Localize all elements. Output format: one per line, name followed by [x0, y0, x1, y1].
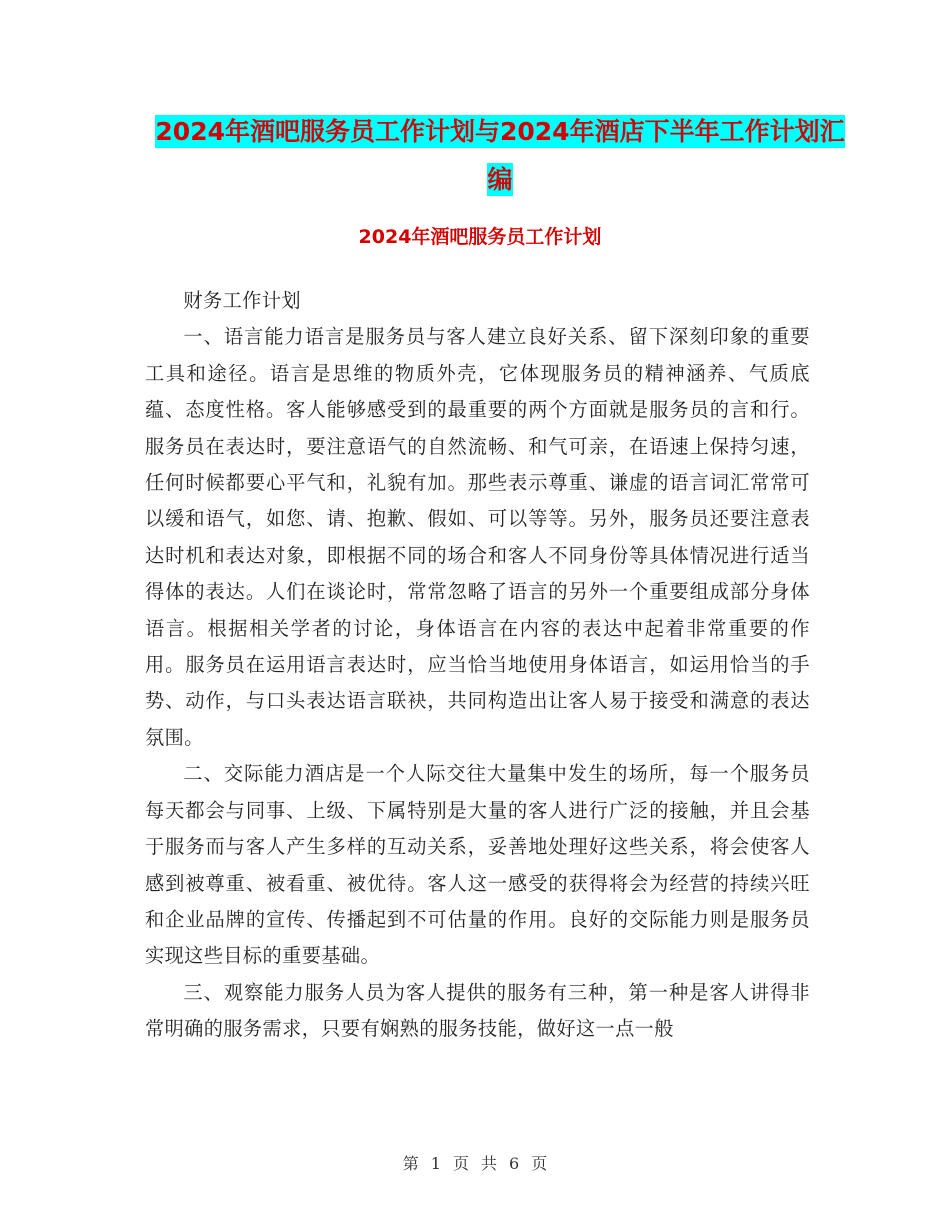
footer-page-word: 页 [452, 1154, 469, 1173]
footer-suffix: 页 [531, 1154, 548, 1173]
document-body [145, 283, 810, 1048]
document-title [150, 108, 850, 204]
footer-total-word: 共 [481, 1154, 498, 1173]
footer-prefix: 第 [402, 1154, 419, 1173]
paragraph-social-ability: 二、交际能力酒店是一个人际交往大量集中发生的场所，每一个服务员每天都会与同事、上级、下属特别是大量的客人进行广泛的接触，并且会基于服务而与客人产生多样的互动关系，妥善地处理好这些关系，将会使客人感到被尊重、被看重、被优待。客人这一感受的获得将会为经营的持续兴旺和企业品牌的宣传、传播起到不可估量的作用。良好的交际能力则是服务员实现这些目标的重要基础。 [145, 762, 810, 968]
document-title-text: 2024年酒吧服务员工作计划与2024年酒店下半年工作计划汇编 [155, 117, 845, 194]
paragraph-language-ability: 一、语言能力语言是服务员与客人建立良好关系、留下深刻印象的重要工具和途径。语言是思维的物质外壳，它体现服务员的精神涵养、气质底蕴、态度性格。客人能够感受到的最重要的两个方面就是服务员的言和行。服务员在表达时，要注意语气的自然流畅、和气可亲，在语速上保持匀速，任何时候都要心平气和，礼貌有加。那些表示尊重、谦虚的语言词汇常常可以缓和语气，如您、请、抱歉、假如、可以等等。另外，服务员还要注意表达时机和表达对象，即根据不同的场合和客人不同身份等具体情况进行适当得体的表达。人们在谈论时，常常忽略了语言的另外一个重要组成部分身体语言。根据相关学者的讨论，身体语言在内容的表达中起着非常重要的作用。服务员在运用语言表达时，应当恰当地使用身体语言，如运用恰当的手势、动作，与口头表达语言联袂，共同构造出让客人易于接受和满意的表达氛围。 [145, 325, 810, 749]
page-footer [0, 1152, 950, 1176]
footer-total-pages: 6 [509, 1154, 520, 1173]
paragraph-observation-ability: 三、观察能力服务人员为客人提供的服务有三种，第一种是客人讲得非常明确的服务需求，只要有娴熟的服务技能，做好这一点一般 [145, 980, 810, 1041]
section-title: 2024年酒吧服务员工作计划 [358, 226, 602, 248]
paragraph-subheading: 财务工作计划 [183, 289, 301, 312]
footer-current-page: 1 [430, 1154, 441, 1173]
